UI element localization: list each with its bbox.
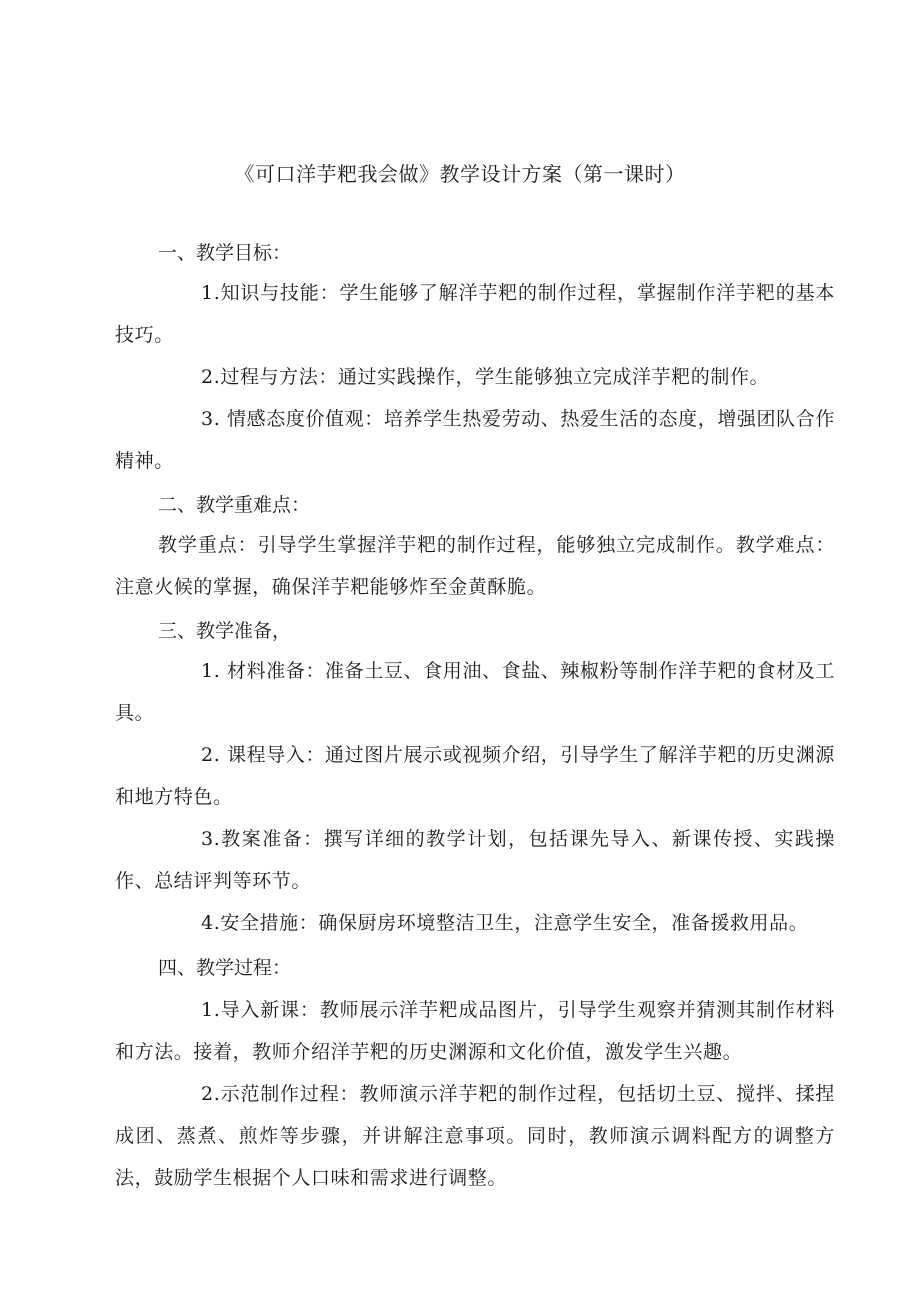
prep-item-4 [115, 902, 835, 944]
process-item-1 [115, 989, 835, 1073]
item-number: 2 [201, 1083, 214, 1105]
section-heading-goals: 一、教学目标： [158, 242, 292, 264]
prep-item-3 [115, 818, 835, 902]
section-heading-prep: 三、教学准备， [158, 620, 292, 642]
item-text: .导入新课：教师展示洋芋粑成品图片，引导学生观察并猜测其制作材料和方法。接着，教师介绍洋芋粑的历史渊源和文化价值，激发学生兴趣。 [115, 999, 835, 1063]
item-number: 2 [201, 366, 214, 388]
section-heading-process: 四、教学过程： [158, 957, 292, 979]
item-text: .示范制作过程：教师演示洋芋粑的制作过程，包括切土豆、搅拌、揉捏成团、蒸煮、煎炸等步骤，并讲解注意事项。同时，教师演示调料配方的调整方法，鼓励学生根据个人口味和需求进行调整。 [115, 1083, 835, 1189]
item-number: 1 [201, 282, 214, 304]
goal-item-1 [115, 272, 835, 356]
item-text: . 情感态度价值观：培养学生热爱劳动、热爱生活的态度，增强团队合作精神。 [115, 408, 835, 472]
goal-item-2 [115, 356, 835, 398]
prep-item-1 [115, 650, 835, 734]
keypoints-text: 教学重点：引导学生掌握洋芋粑的制作过程，能够独立完成制作。教学难点：注意火候的掌握，确保洋芋粑能够炸至金黄酥脆。 [115, 534, 835, 598]
item-text: . 课程导入：通过图片展示或视频介绍，引导学生了解洋芋粑的历史渊源和地方特色。 [115, 744, 835, 808]
item-number: 4 [201, 912, 214, 934]
item-number: 1 [201, 660, 214, 682]
item-number: 3 [201, 408, 214, 430]
item-text: .教案准备：撰写详细的教学计划，包括课先导入、新课传授、实践操作、总结评判等环节。 [115, 828, 835, 892]
section-heading-keypoints: 二、教学重难点： [158, 494, 311, 516]
process-item-2 [115, 1073, 835, 1199]
goal-item-3 [115, 398, 835, 482]
prep-item-2 [115, 734, 835, 818]
item-number: 3 [201, 828, 214, 850]
item-number: 2 [201, 744, 214, 766]
item-number: 1 [201, 999, 214, 1021]
document-title: 《可口洋芋粑我会做》教学设计方案（第一课时） [234, 162, 686, 186]
item-text: . 材料准备：准备土豆、食用油、食盐、辣椒粉等制作洋芋粑的食材及工具。 [115, 660, 835, 724]
item-text: .过程与方法：通过实践操作，学生能够独立完成洋芋粑的制作。 [213, 366, 770, 388]
item-text: .知识与技能：学生能够了解洋芋粑的制作过程，掌握制作洋芋粑的基本技巧。 [115, 282, 835, 346]
item-text: .安全措施：确保厨房环境整洁卫生，注意学生安全，准备援救用品。 [213, 912, 809, 934]
